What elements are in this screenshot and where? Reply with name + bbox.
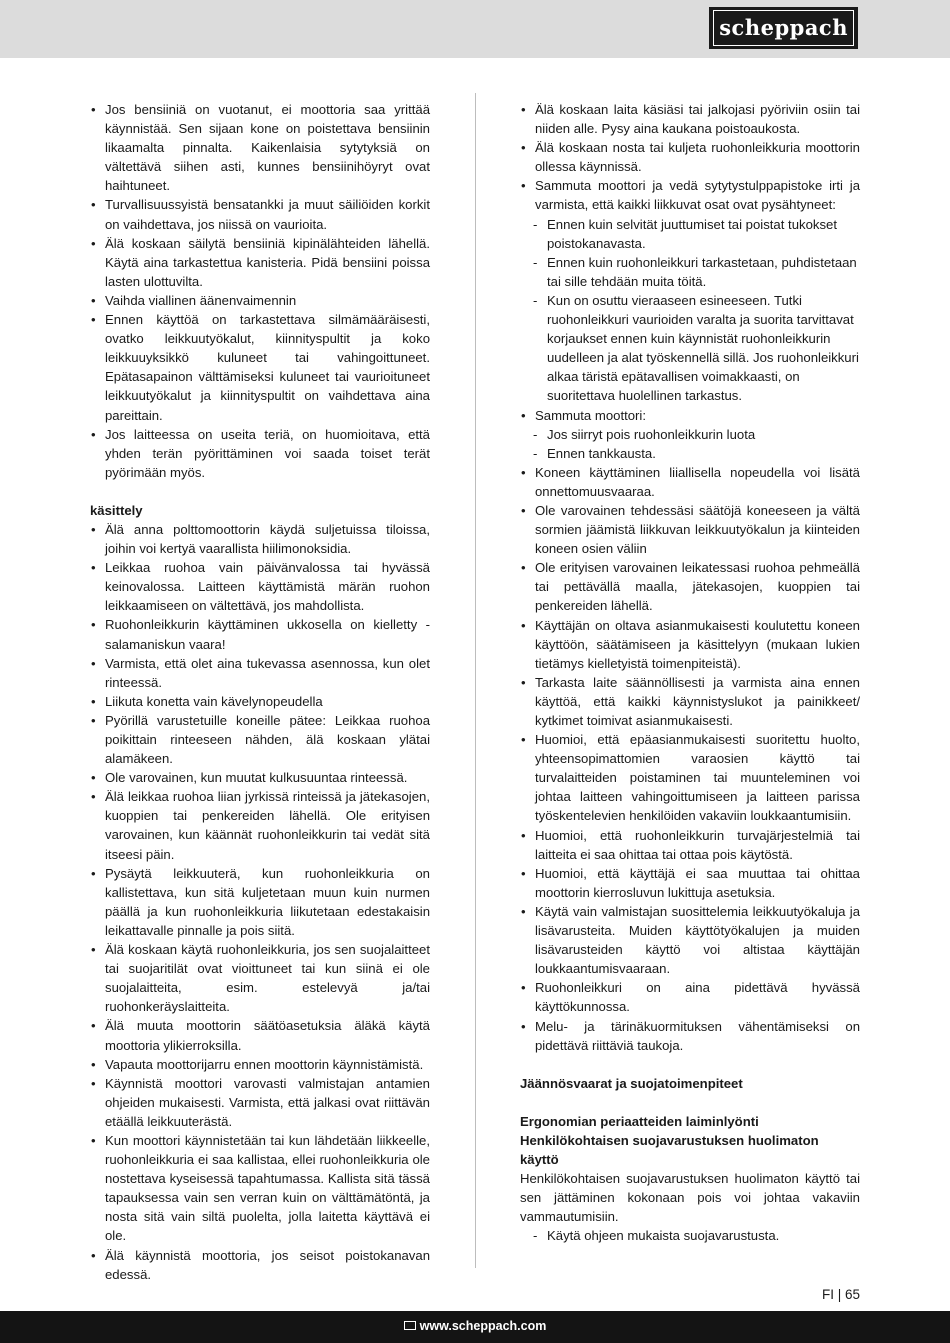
list-item: • Kun moottori käynnistetään tai kun lähdetään liikkeelle, ruohonleikkuria ei saa kallistaa, ellei ruohonleikkuria ole nostettava kyseisessä tapahtumassa. Kallista sitä tässä tapauksessa vain sen verran kuin on välttämätöntä, ja nosta sitä vain siltä puolelta, jolla laitetta käyttävä ei ole. [90,1131,430,1246]
bullet-list [90,100,430,482]
list-item: • Käytä vain valmistajan suosittelemia leikkuutyökaluja ja lisävarusteita. Muiden käyttötyökalujen ja muiden lisävarusteiden käyttö voi altistaa käyttäjän loukkaantumisvaaraan. [520,902,860,978]
list-item: • Pysäytä leikkuuterä, kun ruohonleikkuria on kallistettava, kun sitä kuljetetaan muun kuin nurmen päällä ja kun ruohonleikkuria liikutetaan edestakaisin leikattavalle pinnalle ja pois siitä. [90,864,430,940]
list-item: • Käynnistä moottori varovasti valmistajan antamien ohjeiden mukaisesti. Varmista, että jalkasi ovat riittävän etäällä leikkuuterästä. [90,1074,430,1131]
list-item: • Älä muuta moottorin säätöasetuksia äläkä käytä moottoria ylikierroksilla. [90,1016,430,1054]
sub-list-item: - Ennen kuin ruohonleikkuri tarkastetaan, puhdistetaan tai sille tehdään muita töitä. [520,253,860,291]
list-item: • Älä koskaan laita käsiäsi tai jalkojasi pyöriviin osiin tai niiden alle. Pysy aina kaukana poistoaukosta. [520,100,860,138]
right-column [520,100,860,1245]
list-item: • Ruohonleikkuri on aina pidettävä hyvässä käyttökunnossa. [520,978,860,1016]
list-item: • Älä koskaan käytä ruohonleikkuria, jos sen suojalaitteet tai suojaritilät ovat vioittuneet tai kun siinä ei ole suojalaitteita, esim. estelevyä ja/tai ruohonkeräyslaitteita. [90,940,430,1016]
monitor-icon [404,1321,416,1330]
sub-list-item: - Ennen tankkausta. [520,444,860,463]
list-item: • Tarkasta laite säännöllisesti ja varmista aina ennen käyttöä, että kaikki käynnistyslukot ja painikkeet/ kytkimet toimivat asianmukaisesti. [520,673,860,730]
list-item: • Huomioi, että epäasianmukaisesti suoritettu huolto, yhteensopimattomien varaosien käyttö tai turvalaitteiden poistaminen tai muunteleminen voi johtaa laitteen vahingoittumiseen ja laitteen parissa työskentelevien henkilöiden vakaviin loukkaantumisiin. [520,730,860,825]
list-item: • Ennen käyttöä on tarkastettava silmämääräisesti, ovatko leikkuutyökalut, kiinnityspultit ja koko leikkuuyksikkö kuluneet tai vahingoittuneet. Epätasapainon välttämiseksi kuluneet tai vaurioituneet leikkuutyökalut ja kiinnityspultit on vaihdettava aina pareittain. [90,310,430,425]
list-item: • Liikuta konetta vain kävelynopeudella [90,692,430,711]
list-item: • Ruohonleikkurin käyttäminen ukkosella on kielletty - salamaniskun vaara! [90,615,430,653]
list-item: • Älä koskaan säilytä bensiiniä kipinälähteiden lähellä. Käytä aina tarkastettua kanisteria. Pidä bensiini poissa lasten ulottuvilta. [90,234,430,291]
bullet-list [520,406,860,425]
dash-list [520,215,860,406]
footer-bar [0,1311,950,1343]
page-number: FI | 65 [821,1287,860,1302]
website-link[interactable]: www.scheppach.com [419,1319,547,1333]
list-item: • Varmista, että olet aina tukevassa asennossa, kun olet rinteessä. [90,654,430,692]
dash-list [520,425,860,463]
list-item: • Vapauta moottorijarru ennen moottorin käynnistämistä. [90,1055,430,1074]
bullet-list [90,520,430,1284]
column-divider [475,93,476,1268]
dash-list [520,1226,860,1245]
header-bar [0,0,950,58]
list-item: • Ole erityisen varovainen leikatessasi ruohoa pehmeällä tai pettävällä maalla, jätekasojen, kuoppien tai penkereiden lähellä. [520,558,860,615]
list-item: • Koneen käyttäminen liiallisella nopeudella voi lisätä onnettomuusvaaraa. [520,463,860,501]
list-item: • Sammuta moottori: [520,406,860,425]
list-item: • Sammuta moottori ja vedä sytytystulppapistoke irti ja varmista, että kaikki liikkuvat osat ovat pysähtyneet: [520,176,860,214]
sub-list-item: - Ennen kuin selvität juuttumiset tai poistat tukokset poistokanavasta. [520,215,860,253]
list-item: • Ole varovainen tehdessäsi säätöjä koneeseen ja vältä sormien jäämistä liikkuvan leikkuutyökalun ja kiinteiden koneen osien väliin [520,501,860,558]
left-column [90,100,430,1284]
bullet-list [520,100,860,215]
list-item: • Turvallisuussyistä bensatankki ja muut säiliöiden korkit on vaihdettava, jos niissä on vaurioita. [90,195,430,233]
list-item: • Älä leikkaa ruohoa liian jyrkissä rinteissä ja jätekasojen, kuoppien tai penkereiden lähellä. Ole erityisen varovainen, kun käännät ruohonleikkurin tai vedät sitä itseesi päin. [90,787,430,863]
list-item: • Jos laitteessa on useita teriä, on huomioitava, että yhden terän pyörittäminen voi saada toiset terät pyörimään myös. [90,425,430,482]
brand-logo: scheppach [709,7,858,49]
list-item: • Älä anna polttomoottorin käydä suljetuissa tiloissa, joihin voi kertyä vaarallista hiilimonoksidia. [90,520,430,558]
section-heading: Jäännösvaarat ja suojatoimenpiteet [520,1075,743,1091]
sub-list-item: - Kun on osuttu vieraaseen esineeseen. Tutki ruohonleikkuri vaurioiden varalta ja suorita tarvittavat korjaukset ennen kuin käynnistät ruohonleikkurin uudelleen ja alat työskennellä sillä. Jos ruohonleikkuri alkaa täristä epätavallisen voimakkaasti, on suoritettava huolellinen tarkastus. [520,291,860,406]
list-item: • Vaihda viallinen äänenvaimennin [90,291,430,310]
section-heading: käsittely [90,502,143,518]
list-item: • Jos bensiiniä on vuotanut, ei moottoria saa yrittää käynnistää. Sen sijaan kone on poistettava bensiinin likaamalta pinnalta. Kaikenlaisia sytytyksiä on vältettävä siihen asti, kunnes bensiinihöyryt ovat haihtuneet. [90,100,430,195]
paragraph: Henkilökohtaisen suojavarustuksen huolimaton käyttö tai sen jättäminen kokonaan pois voi johtaa vakaviin vammautumisiin. [520,1171,860,1225]
list-item: • Älä koskaan nosta tai kuljeta ruohonleikkuria moottorin ollessa käynnissä. [520,138,860,176]
sub-list-item: - Jos siirryt pois ruohonleikkurin luota [520,425,860,444]
sub-list-item: - Käytä ohjeen mukaista suojavarustusta. [520,1226,860,1245]
list-item: • Pyörillä varustetuille koneille pätee: Leikkaa ruohoa poikittain rinteeseen nähden, älä koskaan ylätai alamäkeen. [90,711,430,768]
list-item: • Käyttäjän on oltava asianmukaisesti koulutettu koneen käyttöön, säätämiseen ja käsittelyyn (mukaan lukien tietämys kielletyistä toimenpiteistä). [520,616,860,673]
list-item: • Huomioi, että käyttäjä ei saa muuttaa tai ohittaa moottorin kierrosluvun lukittuja asetuksia. [520,864,860,902]
list-item: • Huomioi, että ruohonleikkurin turvajärjestelmiä tai laitteita ei saa ohittaa tai ottaa pois käytöstä. [520,826,860,864]
list-item: • Melu- ja tärinäkuormituksen vähentämiseksi on pidettävä riittäviä taukoja. [520,1017,860,1055]
bullet-list [520,463,860,1055]
list-item: • Ole varovainen, kun muutat kulkusuuntaa rinteessä. [90,768,430,787]
list-item: • Leikkaa ruohoa vain päivänvalossa tai hyvässä keinovalossa. Laitteen käyttämistä märän ruohon leikkaamiseen on vältettävä, jos mahdollista. [90,558,430,615]
subsection-heading: Ergonomian periaatteiden laiminlyönti Henkilökohtaisen suojavarustuksen huolimaton käyttö [520,1113,819,1167]
list-item: • Älä käynnistä moottoria, jos seisot poistokanavan edessä. [90,1246,430,1284]
